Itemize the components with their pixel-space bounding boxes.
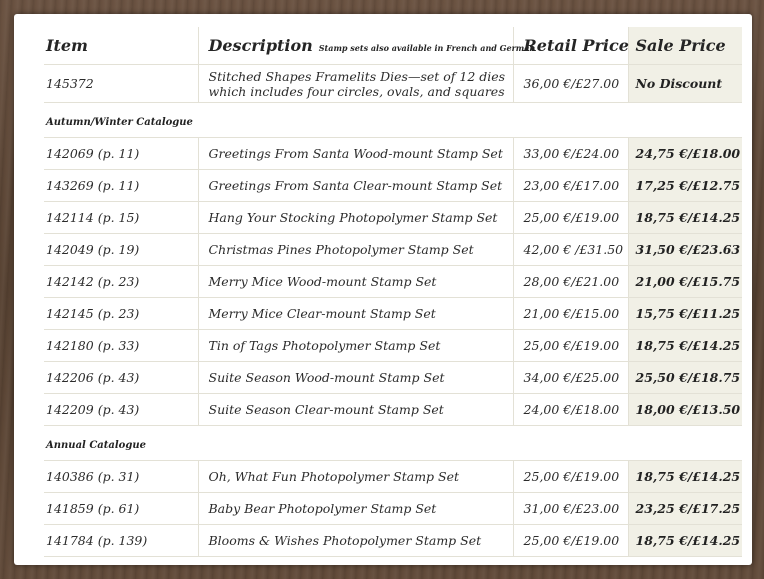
sale-price: 24,75 €/£18.00 (628, 138, 742, 170)
item-description: Greetings From Santa Wood-mount Stamp Set (198, 138, 513, 170)
header-row (44, 27, 742, 65)
item-number: 142069 (p. 11) (44, 138, 198, 170)
header-description-label: Description (208, 36, 313, 55)
header-description (198, 27, 536, 65)
item-number: 143269 (p. 11) (44, 170, 198, 202)
retail-price: 24,00 €/£18.00 (513, 394, 628, 426)
item-number: 141859 (p. 61) (44, 493, 198, 525)
table-row (44, 493, 742, 525)
sale-price: 31,50 €/£23.63 (628, 234, 742, 266)
item-number: 145372 (44, 65, 198, 103)
price-list-card (14, 14, 752, 565)
sale-price: 18,75 €/£14.25 (628, 330, 742, 362)
item-number: 142209 (p. 43) (44, 394, 198, 426)
item-number: 142114 (p. 15) (44, 202, 198, 234)
header-item: Item (44, 27, 198, 65)
sale-price: 23,25 €/£17.25 (628, 493, 742, 525)
item-description: Suite Season Wood-mount Stamp Set (198, 362, 513, 394)
header-description-note: Stamp sets also available in French and German (318, 43, 536, 53)
retail-price: 25,00 €/£19.00 (513, 461, 628, 493)
item-number: 141784 (p. 139) (44, 525, 198, 557)
sale-price: 18,00 €/£13.50 (628, 394, 742, 426)
section-title: Annual Catalogue (44, 426, 742, 461)
header-retail-price: Retail Price (513, 27, 628, 65)
section-title: Autumn/Winter Catalogue (44, 103, 742, 138)
item-description: Merry Mice Wood-mount Stamp Set (198, 266, 513, 298)
retail-price: 31,00 €/£23.00 (513, 493, 628, 525)
sale-price: 15,75 €/£11.25 (628, 298, 742, 330)
item-description: Merry Mice Clear-mount Stamp Set (198, 298, 513, 330)
retail-price: 34,00 €/£25.00 (513, 362, 628, 394)
retail-price: 25,00 €/£19.00 (513, 525, 628, 557)
sale-price: 18,75 €/£14.25 (628, 461, 742, 493)
table-row (44, 362, 742, 394)
price-table (44, 27, 742, 557)
retail-price: 21,00 €/£15.00 (513, 298, 628, 330)
retail-price: 33,00 €/£24.00 (513, 138, 628, 170)
retail-price: 25,00 €/£19.00 (513, 202, 628, 234)
retail-price: 42,00 € /£31.50 (513, 234, 628, 266)
item-description: Christmas Pines Photopolymer Stamp Set (198, 234, 513, 266)
item-description: Hang Your Stocking Photopolymer Stamp Set (198, 202, 513, 234)
featured-row (44, 65, 742, 103)
item-number: 142206 (p. 43) (44, 362, 198, 394)
sale-price: No Discount (628, 65, 742, 103)
item-description: Stitched Shapes Framelits Dies—set of 12 dies which includes four circles, ovals, and squares (198, 65, 513, 103)
table-row (44, 138, 742, 170)
sale-price: 18,75 €/£14.25 (628, 202, 742, 234)
item-number: 142145 (p. 23) (44, 298, 198, 330)
item-description: Blooms & Wishes Photopolymer Stamp Set (198, 525, 513, 557)
table-row (44, 330, 742, 362)
section-heading-row (44, 426, 742, 461)
item-description: Oh, What Fun Photopolymer Stamp Set (198, 461, 513, 493)
retail-price: 36,00 €/£27.00 (513, 65, 628, 103)
item-description: Tin of Tags Photopolymer Stamp Set (198, 330, 513, 362)
sale-price: 25,50 €/£18.75 (628, 362, 742, 394)
table-row (44, 266, 742, 298)
item-number: 142142 (p. 23) (44, 266, 198, 298)
retail-price: 25,00 €/£19.00 (513, 330, 628, 362)
retail-price: 28,00 €/£21.00 (513, 266, 628, 298)
item-description: Baby Bear Photopolymer Stamp Set (198, 493, 513, 525)
sale-price: 21,00 €/£15.75 (628, 266, 742, 298)
table-row (44, 525, 742, 557)
table-row (44, 461, 742, 493)
sale-price: 17,25 €/£12.75 (628, 170, 742, 202)
retail-price: 23,00 €/£17.00 (513, 170, 628, 202)
item-description: Greetings From Santa Clear-mount Stamp Set (198, 170, 513, 202)
section-heading-row (44, 103, 742, 138)
item-description: Suite Season Clear-mount Stamp Set (198, 394, 513, 426)
item-number: 142180 (p. 33) (44, 330, 198, 362)
table-row (44, 234, 742, 266)
item-number: 140386 (p. 31) (44, 461, 198, 493)
header-sale-price: Sale Price (628, 27, 742, 65)
table-row (44, 298, 742, 330)
sale-price: 18,75 €/£14.25 (628, 525, 742, 557)
item-number: 142049 (p. 19) (44, 234, 198, 266)
table-row (44, 170, 742, 202)
table-row (44, 202, 742, 234)
table-row (44, 394, 742, 426)
